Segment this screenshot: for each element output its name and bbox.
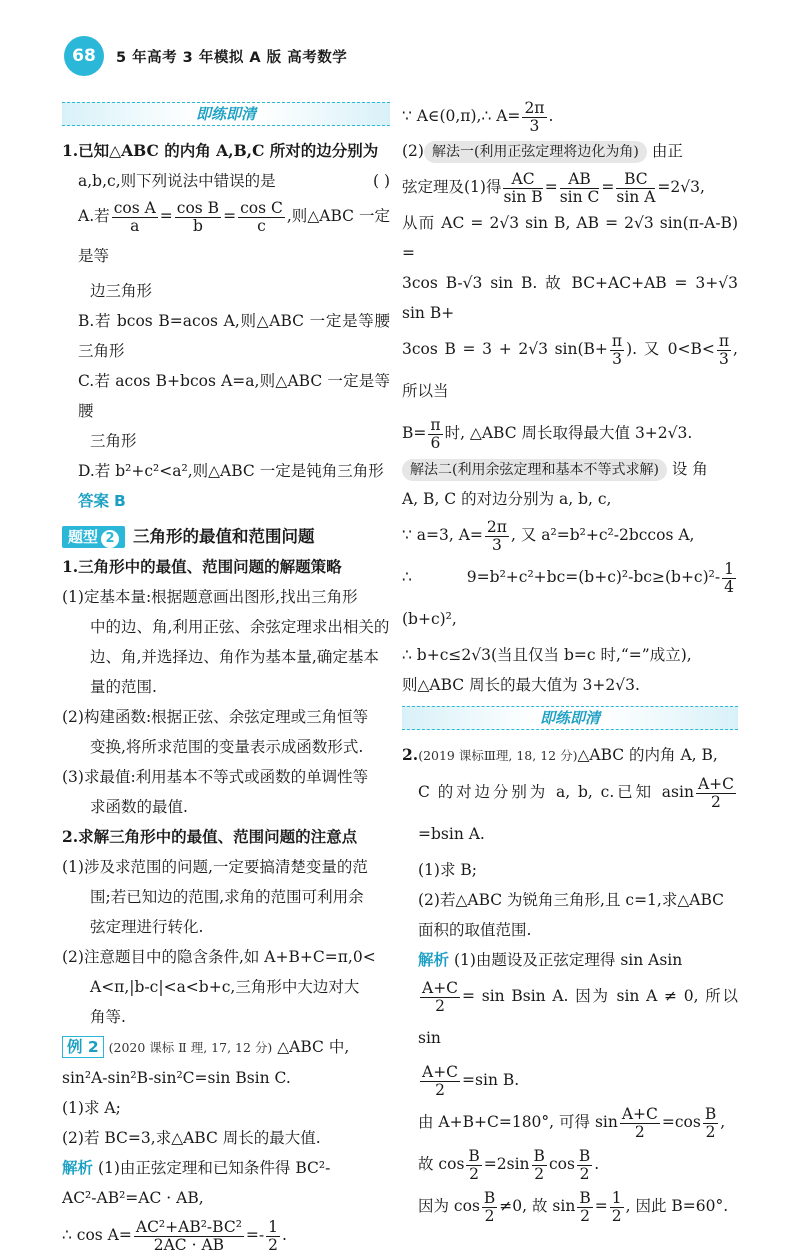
book-title: 5 年高考 3 年模拟 A 版 高考数学 (116, 50, 348, 66)
q2-sol-6: 因为 cos $\frac{B}{2}$ ≠0, 故 sin $\frac{B}{2}$ = $\frac{1}{2}$ , 因此 B=60°. (418, 1188, 729, 1225)
method-1-pill: 解法一(利用正弦定理将边化为角) (424, 141, 647, 163)
text-line: 从而 AC = 2√3 sin B, AB = 2√3 sin(π-A-B) = (402, 214, 738, 262)
text-line: (1)涉及求范围的问题,一定要搞清楚变量的范 (62, 858, 368, 876)
method-1-l5: 3cos B = 3 + 2√3 sin(B+ $\frac{\pi}{3}$ ). 又 0<B< $\frac{\pi}{3}$ , 所以当 (402, 331, 738, 400)
q1-stem: 1.已知△ABC 的内角 A,B,C 所对的边分别为 (62, 141, 379, 160)
page-number: 68 (64, 36, 104, 76)
r-line-1: ∵ A∈(0,π),∴ A= $\frac{2\pi}{3}$ . (402, 98, 554, 135)
practice-band-2: 即练即清 (402, 706, 738, 730)
q1-option-d: D.若 b²+c²<a²,则△ABC 一定是钝角三角形 (78, 462, 384, 480)
q1-option-a: A.若 $\frac{\text{cos A}}{a}$ = $\frac{\text{cos B}}{b}$ = $\frac{\text{cos C}}{c}$ ,则△ABC 一定是等 (78, 198, 390, 265)
solution-1: 解析 (1)由正弦定理和已知条件得 BC²- (62, 1159, 331, 1177)
solution-line: AC²-AB²=AC · AB, (62, 1189, 204, 1207)
left-column (62, 96, 390, 1257)
text-line: 变换,将所求范围的变量表示成函数形式. (90, 738, 364, 756)
method-2-l3: ∵ a=3, A= $\frac{2\pi}{3}$ , 又 a²=b²+c²-2bccos A, (402, 517, 695, 554)
q1-option-b: B.若 bcos B=acos A,则△ABC 一定是等腰三角形 (78, 312, 390, 360)
practice-band: 即练即清 (62, 102, 390, 126)
q2-stem-2: C 的对边分别为 a, b, c.已知 asin $\frac{A+C}{2}$ =bsin A. (418, 774, 734, 843)
text-line: 则△ABC 周长的最大值为 3+2√3. (402, 676, 640, 694)
method-2: 解法二(利用余弦定理和基本不等式求解) 设 角 (402, 454, 738, 484)
q2-sol-2: $\frac{A+C}{2}$ = sin Bsin A. 因为 sin A ≠ 0, 所以 sin (418, 978, 738, 1047)
page-header (40, 36, 770, 80)
text-line: 弦定理进行转化. (90, 918, 204, 936)
q2-solution: 解析 (1)由题设及正弦定理得 sin Asin (418, 951, 683, 969)
example-part-1: (1)求 A; (62, 1099, 121, 1117)
q2-sol-5: 故 cos $\frac{B}{2}$ =2sin $\frac{B}{2}$ cos $\frac{B}{2}$ . (418, 1146, 600, 1183)
text-line: 围;若已知边的范围,求角的范围可利用余 (90, 888, 364, 906)
text-line: 求函数的最值. (90, 798, 188, 816)
q1-stem-2: a,b,c,则下列说法中错误的是 ( ) (78, 172, 390, 190)
q2-sol-4: 由 A+B+C=180°, 可得 sin $\frac{A+C}{2}$ =cos $\frac{B}{2}$ , (418, 1104, 726, 1141)
example-part-2: (2)若 BC=3,求△ABC 周长的最大值. (62, 1129, 321, 1147)
example-2: 例 2 (2020 课标 Ⅱ 理, 17, 12 分) △ABC 中, (62, 1032, 390, 1063)
example-badge: 例 2 (62, 1036, 104, 1058)
q1-option-c: C.若 acos B+bcos A=a,则△ABC 一定是等腰 (78, 372, 390, 420)
text-line: A<π,|b-c|<a<b+c,三角形中大边对大 (90, 978, 360, 996)
text-line: ∴ b+c≤2√3(当且仅当 b=c 时,“=”成立), (402, 646, 692, 664)
q2-stem: 2.(2019 课标Ⅲ理, 18, 12 分)△ABC 的内角 A, B, (402, 745, 718, 764)
text-line: 边、角,并选择边、角作为基本量,确定基本 (90, 648, 379, 666)
strategy-title: 1.三角形中的最值、范围问题的解题策略 (62, 557, 342, 576)
text-line: 3cos B-√3 sin B. 故 BC+AC+AB = 3+√3 sin B+ (402, 274, 738, 322)
q2-part-2-cont: 面积的取值范围. (418, 921, 532, 939)
method-1-l2: 弦定理及(1)得 $\frac{AC}{\text{sin B}}$ = $\frac{AB}{\text{sin C}}$ = $\frac{BC}{\text{sin A}}$ =2√3, (402, 169, 705, 206)
text-line: 量的范围. (90, 678, 157, 696)
example-equation: sin²A-sin²B-sin²C=sin Bsin C. (62, 1069, 291, 1087)
q1-option-a-2: 边三角形 (90, 282, 153, 300)
method-2-pill: 解法二(利用余弦定理和基本不等式求解) (402, 459, 667, 481)
topic-heading: 题型 2 三角形的最值和范围问题 (62, 522, 390, 552)
text-line: 中的边、角,利用正弦、余弦定理求出相关的 (90, 618, 390, 636)
method-1-l6: B= $\frac{\pi}{6}$ 时, △ABC 周长取得最大值 3+2√3. (402, 415, 693, 452)
right-column (402, 96, 738, 1227)
text-line: 角等. (90, 1008, 126, 1026)
text-line: (2)注意题目中的隐含条件,如 A+B+C=π,0< (62, 948, 376, 966)
q2-part-2: (2)若△ABC 为锐角三角形,且 c=1,求△ABC (418, 891, 724, 909)
method-2-l4: ∴ 9=b²+c²+bc=(b+c)²-bc≥(b+c)²- $\frac{1}{4}$ (b+c)², (402, 559, 734, 628)
q2-sol-3: $\frac{A+C}{2}$ =sin B. (422, 1062, 520, 1099)
solution-cos: ∴ cos A= $\frac{\text{AC²+AB²-BC²}}{2AC \cdot AB}$ =- $\frac{1}{2}$ . (62, 1217, 287, 1254)
q2-part-1: (1)求 B; (418, 861, 477, 879)
caution-title: 2.求解三角形中的最值、范围问题的注意点 (62, 827, 358, 846)
text-line: (1)定基本量:根据题意画出图形,找出三角形 (62, 588, 358, 606)
topic-badge: 题型 2 (62, 526, 125, 548)
text-line: A, B, C 的对边分别为 a, b, c, (402, 490, 612, 508)
text-line: (2)构建函数:根据正弦、余弦定理或三角恒等 (62, 708, 369, 726)
text-line: (3)求最值:利用基本不等式或函数的单调性等 (62, 768, 369, 786)
q1-answer: 答案 B (78, 492, 126, 510)
q1-option-c-2: 三角形 (90, 432, 137, 450)
method-1: (2) 解法一(利用正弦定理将边化为角) 由正 (402, 136, 738, 166)
